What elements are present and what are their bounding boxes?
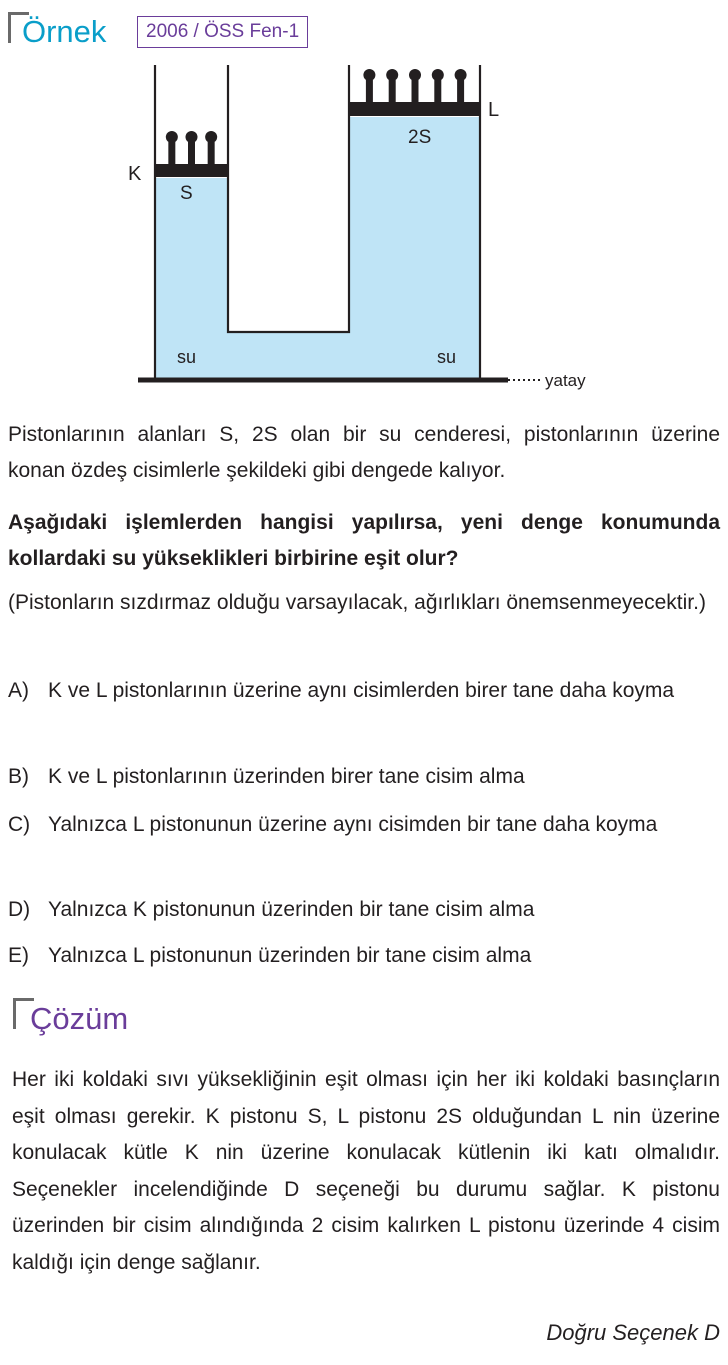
correct-answer: Doğru Seçenek D bbox=[546, 1320, 720, 1345]
option-letter: C) bbox=[8, 813, 31, 836]
option-text: Yalnızca L pistonunun üzerinden bir tane cisim alma bbox=[48, 944, 532, 967]
option-text: Yalnızca L pistonunun üzerine aynı cisimden bir tane daha koyma bbox=[48, 813, 658, 836]
piston-l-label: L bbox=[488, 99, 500, 121]
exam-source-tag: 2006 / ÖSS Fen-1 bbox=[137, 16, 308, 48]
weights-on-piston-l bbox=[363, 69, 466, 102]
hydraulic-press-diagram bbox=[0, 0, 728, 400]
option-text: K ve L pistonlarının üzerine aynı cisimlerden birer tane daha koyma bbox=[48, 679, 675, 702]
liquid-left-label: su bbox=[177, 347, 197, 367]
option-letter: A) bbox=[8, 679, 29, 702]
solution-text: Her iki koldaki sıvı yüksekliğinin eşit olması için her iki koldaki basınçların eşit olması gerekir. K pistonu S, L pistonu 2S olduğundan L nin üzerine konulacak kütle K nin üzerine konulacak kütlenin iki katı olmalıdır. Seçenekler incelendiğinde D seçeneği bu durumu sağlar. K pistonu üzerinden bir cisim alındığında 2 cisim kalırken L pistonu üzerinde 4 cisim kaldığı için denge sağlanır. bbox=[12, 1068, 720, 1274]
piston-k-label: K bbox=[128, 163, 142, 185]
question-note: (Pistonların sızdırmaz olduğu varsayılacak, ağırlıkları önemsenmeyecektir.) bbox=[8, 591, 706, 614]
piston-l bbox=[348, 102, 481, 116]
piston-k-area-label: S bbox=[180, 183, 193, 204]
weight-object bbox=[166, 131, 178, 164]
piston-l-area-label: 2S bbox=[408, 127, 432, 148]
piston-k bbox=[154, 164, 229, 177]
solution-heading: Çözüm bbox=[30, 1001, 129, 1036]
weights-on-piston-k bbox=[166, 131, 217, 164]
option-letter: E) bbox=[8, 944, 29, 967]
weight-object bbox=[186, 131, 198, 164]
liquid-right-label: su bbox=[437, 347, 457, 367]
weight-object bbox=[455, 69, 467, 102]
water-body bbox=[155, 117, 480, 380]
question-intro: Pistonlarının alanları S, 2S olan bir su cenderesi, pistonlarının üzerine konan özdeş cisimlerle şekildeki gibi dengede kalıyor. bbox=[8, 423, 720, 482]
option-text: Yalnızca K pistonunun üzerinden bir tane cisim alma bbox=[48, 898, 535, 921]
weight-object bbox=[205, 131, 217, 164]
horizontal-label: yatay bbox=[545, 371, 586, 390]
option-text: K ve L pistonlarının üzerinden birer tane cisim alma bbox=[48, 765, 525, 788]
weight-object bbox=[409, 69, 421, 102]
weight-object bbox=[432, 69, 444, 102]
option-letter: B) bbox=[8, 765, 29, 788]
option-letter: D) bbox=[8, 898, 31, 921]
weight-object bbox=[386, 69, 398, 102]
question-prompt: Aşağıdaki işlemlerden hangisi yapılırsa, yeni denge konumunda kollardaki su yükseklikleri birbirine eşit olur? bbox=[8, 511, 720, 570]
weight-object bbox=[363, 69, 375, 102]
example-heading: Örnek bbox=[22, 14, 107, 49]
